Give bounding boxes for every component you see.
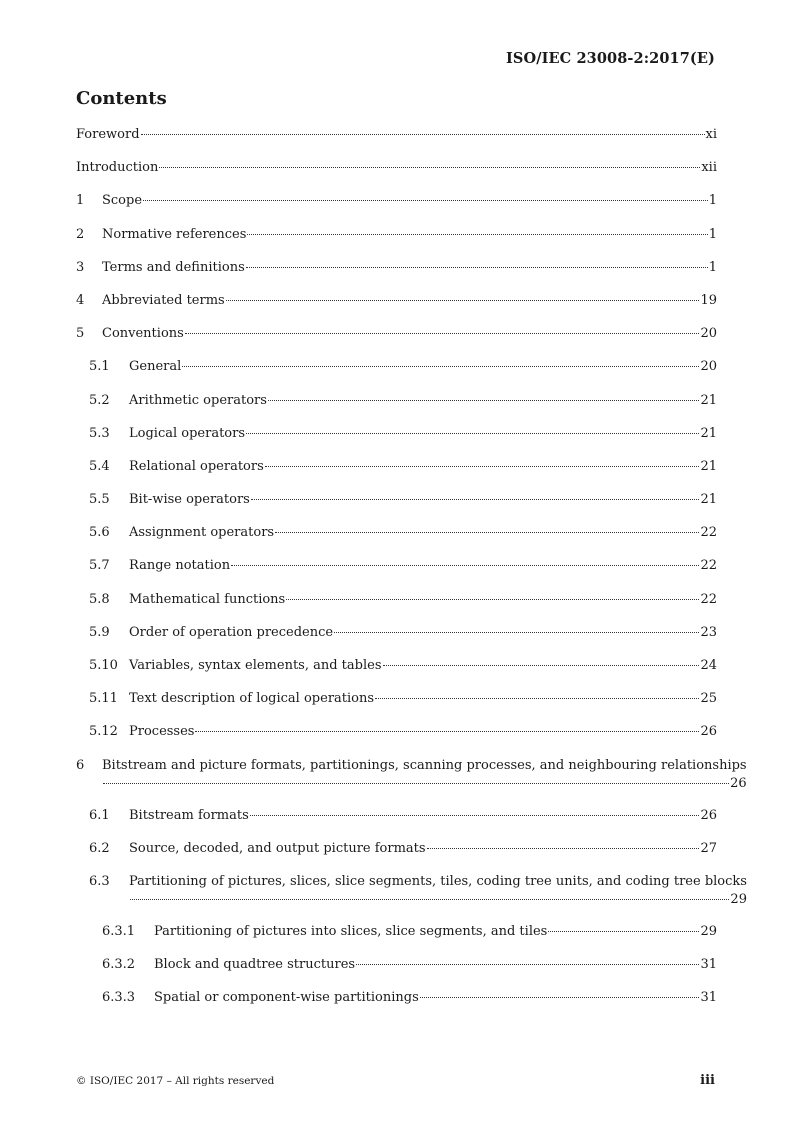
dot-leader — [265, 466, 700, 467]
toc-entry-5[interactable] — [76, 325, 717, 358]
dot-leader — [383, 665, 700, 666]
toc-number: 5.9 — [89, 624, 110, 640]
dot-leader — [286, 599, 699, 600]
toc-entry-5-1[interactable] — [76, 358, 717, 391]
dot-leader — [246, 433, 699, 434]
toc-page: 20 — [700, 359, 717, 375]
toc-page: 1 — [708, 226, 717, 242]
toc-entry-5-9[interactable] — [76, 624, 717, 657]
toc-label: Introduction — [76, 160, 159, 176]
toc-label: Text description of logical operations — [129, 691, 375, 707]
toc-page: 21 — [700, 392, 717, 408]
toc-number: 5.3 — [89, 425, 110, 441]
toc-number: 5.10 — [89, 658, 118, 673]
toc-label: Assignment operators — [129, 525, 275, 541]
toc-number: 5.11 — [89, 691, 118, 707]
dot-leader — [195, 731, 699, 732]
dot-leader — [334, 632, 699, 633]
toc-entry-6[interactable] — [76, 757, 747, 807]
toc-number: 5.2 — [89, 392, 110, 408]
dot-leader — [251, 499, 700, 500]
toc-label: Abbreviated terms — [102, 292, 225, 308]
toc-label: Terms and definitions — [102, 259, 245, 275]
toc-number: 1 — [76, 193, 85, 209]
toc-page: 21 — [700, 425, 717, 441]
toc-label: Conventions — [102, 326, 184, 342]
dot-leader — [185, 333, 700, 334]
toc-page: 26 — [730, 775, 747, 791]
toc-entry-5-7[interactable] — [76, 557, 717, 590]
page-title: Contents — [76, 88, 167, 109]
toc-page: xi — [705, 127, 717, 142]
dot-leader — [375, 698, 699, 699]
toc-page: 21 — [700, 492, 717, 508]
toc-page: 21 — [700, 458, 717, 474]
dot-leader — [141, 134, 705, 135]
toc-page: 20 — [700, 326, 717, 342]
toc-page: 22 — [700, 525, 717, 541]
toc-label: General — [129, 359, 182, 375]
dot-leader — [420, 997, 700, 998]
toc-label: Processes — [129, 724, 195, 740]
toc-page: 26 — [700, 807, 717, 823]
toc-label: Scope — [102, 193, 143, 209]
toc-number: 5.6 — [89, 525, 110, 541]
page-number: iii — [700, 1073, 715, 1088]
toc-page: 31 — [700, 957, 717, 973]
toc-label: Range notation — [129, 558, 231, 574]
dot-leader — [247, 234, 707, 235]
toc-label: Logical operators — [129, 425, 246, 441]
toc-page: 31 — [700, 990, 717, 1006]
toc-page: 1 — [708, 193, 717, 209]
dot-leader — [231, 565, 699, 566]
toc-number: 5.12 — [89, 724, 118, 740]
toc-entry-5-8[interactable] — [76, 591, 717, 624]
toc-label: Spatial or component-wise partitionings — [154, 990, 419, 1006]
document-reference: ISO/IEC 23008-2:2017(E) — [506, 50, 715, 67]
toc-entry-6-3[interactable] — [76, 873, 747, 923]
toc-label: Order of operation precedence — [129, 624, 334, 640]
toc-label: Source, decoded, and output picture formats — [129, 840, 426, 856]
toc-entry-5-6[interactable] — [76, 524, 717, 557]
toc-number: 5.8 — [89, 591, 110, 607]
toc-page: 27 — [700, 840, 717, 856]
toc-page: 29 — [730, 891, 747, 907]
dot-leader — [427, 848, 700, 849]
toc-label: Bit-wise operators — [129, 492, 250, 508]
toc-label: Bitstream and picture formats, partitionings, scanning processes, and neighbouring relationships — [102, 757, 747, 773]
toc-entry-5-3[interactable] — [76, 425, 717, 458]
toc-label: Foreword — [76, 127, 140, 142]
toc-page: 22 — [700, 558, 717, 574]
toc-page: 1 — [708, 259, 717, 275]
toc-number: 6.3.1 — [102, 923, 136, 939]
toc-number: 6.1 — [89, 807, 110, 823]
toc-label: Relational operators — [129, 458, 264, 474]
dot-leader — [268, 400, 700, 401]
toc-entry-6-1[interactable] — [76, 807, 717, 840]
toc-label: Mathematical functions — [129, 591, 286, 607]
toc-label: Bitstream formats — [129, 807, 249, 823]
toc-label: Partitioning of pictures into slices, slice segments, and tiles — [154, 923, 548, 939]
toc-entry-5-12[interactable] — [76, 723, 717, 756]
toc-number: 2 — [76, 226, 85, 242]
dot-leader — [143, 200, 708, 201]
toc-number: 6.2 — [89, 840, 110, 856]
dot-leader — [182, 366, 699, 367]
dot-leader — [275, 532, 699, 533]
dot-leader — [548, 931, 699, 932]
toc-entry-foreword[interactable] — [76, 126, 717, 159]
toc-number: 4 — [76, 292, 85, 308]
dot-leader — [159, 167, 700, 168]
dot-leader — [250, 815, 700, 816]
toc-page: 29 — [700, 923, 717, 939]
toc-number: 5.1 — [89, 359, 110, 375]
toc-entry-1[interactable] — [76, 192, 717, 225]
dot-leader — [130, 899, 729, 900]
toc-entry-introduction[interactable] — [76, 159, 717, 192]
toc-page: 23 — [700, 624, 717, 640]
toc-number: 6 — [76, 757, 85, 773]
toc-page: xii — [701, 160, 717, 176]
toc-number: 5.5 — [89, 492, 110, 508]
toc-entry-5-5[interactable] — [76, 491, 717, 524]
toc-entry-6-3-2[interactable] — [76, 956, 717, 989]
toc-entry-5-11[interactable] — [76, 690, 717, 723]
toc-entry-2[interactable] — [76, 226, 717, 259]
toc-page: 25 — [700, 691, 717, 707]
dot-leader — [356, 964, 699, 965]
toc-number: 6.3.2 — [102, 957, 136, 973]
toc-page: 19 — [700, 292, 717, 308]
toc-label: Normative references — [102, 226, 247, 242]
toc-label: Partitioning of pictures, slices, slice segments, tiles, coding tree units, and coding tree blocks — [129, 873, 747, 889]
toc-entry-6-3-1[interactable] — [76, 923, 717, 956]
toc-entry-4[interactable] — [76, 292, 717, 325]
toc-entry-5-2[interactable] — [76, 392, 717, 425]
dot-leader — [103, 783, 729, 784]
toc-number: 5 — [76, 326, 85, 342]
dot-leader — [226, 300, 700, 301]
toc-page: 24 — [700, 658, 717, 673]
copyright-notice: © ISO/IEC 2017 – All rights reserved — [76, 1075, 275, 1087]
toc-label: Block and quadtree structures — [154, 957, 356, 973]
toc-label: Variables, syntax elements, and tables — [129, 658, 382, 673]
toc-number: 5.4 — [89, 458, 110, 474]
toc-number: 5.7 — [89, 558, 110, 574]
toc-page: 26 — [700, 724, 717, 740]
toc-entry-5-4[interactable] — [76, 458, 717, 491]
toc-number: 6.3.3 — [102, 990, 136, 1006]
toc-page: 22 — [700, 591, 717, 607]
toc-number: 6.3 — [89, 873, 110, 889]
table-of-contents — [76, 126, 747, 1023]
toc-entry-6-3-3[interactable] — [76, 989, 717, 1022]
toc-entry-6-2[interactable] — [76, 840, 717, 873]
toc-number: 3 — [76, 259, 85, 275]
toc-entry-5-10[interactable] — [76, 657, 717, 690]
dot-leader — [246, 267, 708, 268]
toc-label: Arithmetic operators — [129, 392, 267, 408]
toc-entry-3[interactable] — [76, 259, 717, 292]
